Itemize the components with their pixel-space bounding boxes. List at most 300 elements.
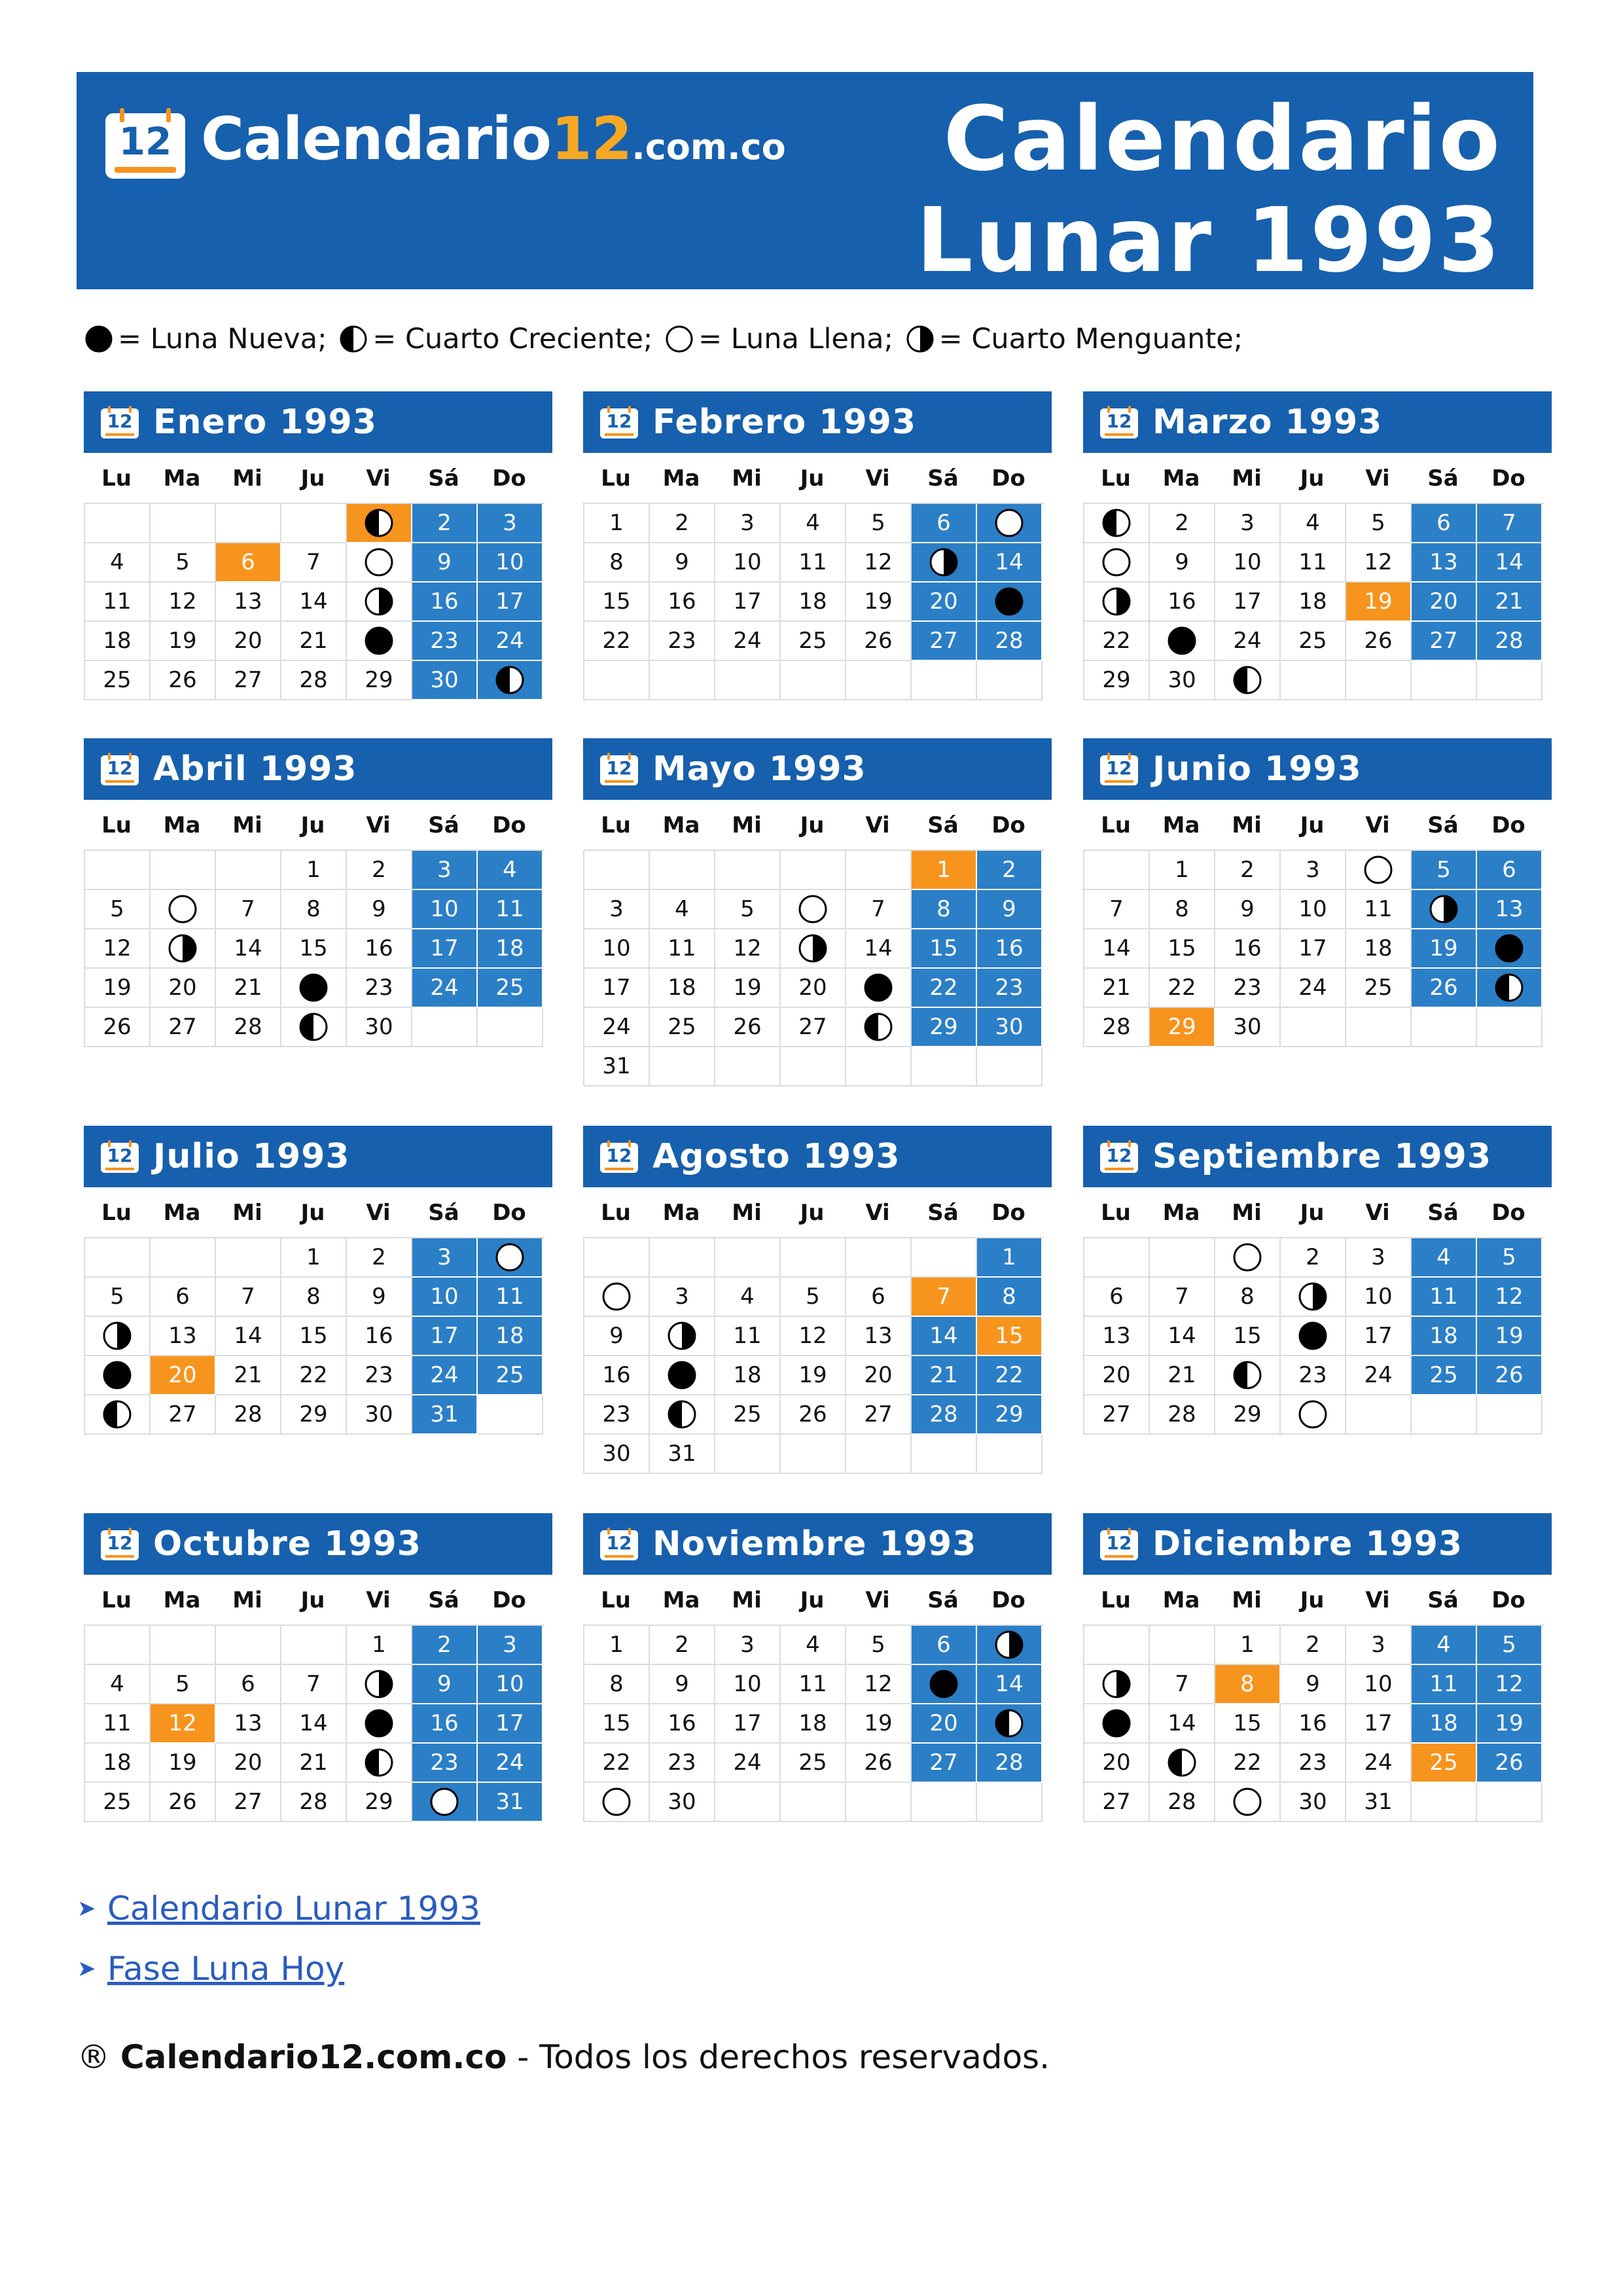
day-cell	[478, 1238, 543, 1278]
weekday-header	[583, 457, 1052, 500]
weekday-label: Do	[991, 1587, 1026, 1613]
day-cell: 7	[281, 543, 347, 583]
day-cell: 25	[781, 622, 846, 661]
day-cell: 30	[347, 1395, 412, 1435]
day-cell	[1477, 929, 1543, 969]
day-cell: 18	[650, 969, 715, 1008]
day-cell: 28	[977, 622, 1043, 661]
day-cell: 25	[715, 1395, 781, 1435]
day-cell: 22	[281, 1356, 347, 1395]
first-quarter-icon	[103, 1400, 132, 1429]
empty-day-cell	[781, 1047, 846, 1086]
page-title-line1: Calendario	[943, 88, 1502, 191]
day-cell: 3	[1346, 1238, 1412, 1278]
weekday-header	[583, 1191, 1052, 1234]
weekday-header	[1083, 457, 1552, 500]
day-cell	[1150, 1744, 1215, 1783]
month-icon-number: 12	[107, 1145, 133, 1166]
weekday-label: Vi	[1365, 1200, 1390, 1226]
day-cell	[85, 1395, 151, 1435]
day-cell: 7	[912, 1278, 977, 1317]
day-cell	[1281, 1395, 1346, 1435]
day-cell: 3	[1281, 851, 1346, 890]
day-cell	[1084, 1665, 1150, 1704]
day-cell: 5	[781, 1278, 846, 1317]
weekday-label: Vi	[865, 1587, 890, 1613]
day-cell: 27	[912, 1744, 977, 1783]
day-cell: 24	[478, 622, 543, 661]
day-cell: 19	[846, 583, 912, 622]
weekday-label: Do	[492, 465, 526, 492]
month-title: Noviembre 1993	[652, 1524, 977, 1564]
day-cell: 5	[85, 890, 151, 929]
empty-day-cell	[846, 851, 912, 890]
empty-day-cell	[1084, 1238, 1150, 1278]
day-cell: 2	[1281, 1626, 1346, 1665]
day-cell: 19	[151, 622, 216, 661]
empty-day-cell	[1346, 661, 1412, 700]
day-cell: 28	[912, 1395, 977, 1435]
day-cell: 25	[478, 1356, 543, 1395]
day-cell: 17	[478, 583, 543, 622]
day-cell: 20	[151, 969, 216, 1008]
day-cell	[781, 929, 846, 969]
weekday-label: Mi	[232, 465, 262, 492]
weekday-label: Ju	[300, 465, 325, 492]
empty-day-cell	[781, 851, 846, 890]
day-cell: 14	[1084, 929, 1150, 969]
month-header	[1083, 1513, 1552, 1575]
day-cell: 5	[151, 543, 216, 583]
day-cell: 13	[216, 583, 281, 622]
weekday-label: Do	[492, 812, 526, 838]
day-cell: 12	[1477, 1665, 1543, 1704]
day-cell: 29	[1084, 661, 1150, 700]
first-quarter-icon	[340, 325, 367, 353]
day-cell: 26	[715, 1008, 781, 1047]
day-cell: 10	[478, 543, 543, 583]
logo-number: 12	[550, 105, 632, 173]
day-cell: 9	[412, 543, 478, 583]
weekday-label: Ju	[300, 812, 325, 838]
day-cell: 9	[347, 1278, 412, 1317]
days-grid	[1083, 1237, 1544, 1435]
day-cell: 20	[1084, 1744, 1150, 1783]
day-cell: 10	[715, 543, 781, 583]
day-cell: 2	[1215, 851, 1281, 890]
day-cell: 7	[281, 1665, 347, 1704]
empty-day-cell	[912, 1435, 977, 1474]
day-cell	[281, 969, 347, 1008]
month-header	[84, 1126, 552, 1187]
day-cell	[478, 661, 543, 700]
weekday-header	[1083, 1579, 1552, 1622]
weekday-label: Vi	[366, 465, 391, 492]
day-cell	[1346, 851, 1412, 890]
weekday-label: Lu	[101, 1587, 132, 1613]
empty-day-cell	[781, 1783, 846, 1822]
empty-day-cell	[781, 661, 846, 700]
day-cell: 31	[478, 1783, 543, 1822]
link-calendario-lunar[interactable]: Calendario Lunar 1993	[107, 1890, 480, 1928]
last-quarter-icon	[1429, 895, 1458, 924]
new-moon-icon	[995, 587, 1024, 616]
day-cell: 28	[1150, 1783, 1215, 1822]
day-cell: 11	[781, 1665, 846, 1704]
day-cell: 25	[1346, 969, 1412, 1008]
day-cell: 3	[584, 890, 650, 929]
day-cell: 4	[1412, 1626, 1477, 1665]
new-moon-icon	[1102, 1709, 1131, 1738]
weekday-label: Ma	[163, 465, 201, 492]
day-cell: 7	[1150, 1665, 1215, 1704]
weekday-label: Do	[1491, 812, 1525, 838]
day-cell: 8	[584, 1665, 650, 1704]
month-header	[583, 1513, 1052, 1575]
day-cell: 21	[1477, 583, 1543, 622]
day-cell	[1084, 583, 1150, 622]
month-calendar	[84, 1513, 552, 1822]
weekday-label: Mi	[232, 812, 262, 838]
first-quarter-icon	[1168, 1748, 1196, 1777]
day-cell: 26	[1477, 1744, 1543, 1783]
full-moon-icon	[1298, 1400, 1327, 1429]
day-cell: 3	[715, 1626, 781, 1665]
day-cell: 22	[584, 1744, 650, 1783]
day-cell: 26	[151, 1783, 216, 1822]
month-calendar	[1083, 738, 1552, 1047]
weekday-label: Mi	[1232, 812, 1262, 838]
full-moon-icon	[1233, 1787, 1262, 1816]
month-title: Febrero 1993	[652, 403, 917, 442]
weekday-label: Mi	[232, 1200, 262, 1226]
day-cell: 12	[151, 583, 216, 622]
day-cell: 12	[151, 1704, 216, 1744]
day-cell: 20	[1084, 1356, 1150, 1395]
empty-day-cell	[1412, 1395, 1477, 1435]
weekday-label: Mi	[732, 1200, 762, 1226]
day-cell: 18	[1281, 583, 1346, 622]
day-cell: 2	[650, 1626, 715, 1665]
month-header	[1083, 1126, 1552, 1187]
new-moon-icon	[1298, 1321, 1327, 1350]
day-cell: 22	[1150, 969, 1215, 1008]
day-cell: 27	[216, 661, 281, 700]
full-moon-icon	[168, 895, 197, 924]
day-cell: 9	[347, 890, 412, 929]
day-cell: 1	[584, 1626, 650, 1665]
day-cell: 19	[846, 1704, 912, 1744]
weekday-label: Ma	[163, 812, 201, 838]
month-calendar	[1083, 1126, 1552, 1435]
weekday-label: Vi	[865, 1200, 890, 1226]
day-cell: 11	[650, 929, 715, 969]
full-moon-icon	[1364, 855, 1393, 884]
weekday-header	[84, 457, 552, 500]
month-calendar	[84, 1126, 552, 1435]
day-cell: 24	[1281, 969, 1346, 1008]
day-cell: 5	[846, 1626, 912, 1665]
weekday-label: Sá	[1427, 1200, 1459, 1226]
empty-day-cell	[715, 1435, 781, 1474]
day-cell	[977, 1704, 1043, 1744]
days-grid	[84, 1237, 544, 1435]
empty-day-cell	[216, 1238, 281, 1278]
day-cell: 21	[1150, 1356, 1215, 1395]
days-grid	[84, 503, 544, 700]
logo-name: Calendario	[201, 105, 551, 173]
day-cell: 17	[584, 969, 650, 1008]
day-cell: 21	[216, 1356, 281, 1395]
calendar-icon	[101, 406, 139, 439]
day-cell	[1477, 969, 1543, 1008]
weekday-label: Lu	[1101, 465, 1131, 492]
first-quarter-icon	[495, 666, 524, 694]
day-cell: 7	[216, 890, 281, 929]
weekday-label: Sá	[428, 1587, 459, 1613]
empty-day-cell	[1084, 1626, 1150, 1665]
month-title: Abril 1993	[153, 749, 357, 789]
day-cell	[1215, 661, 1281, 700]
moon-phase-legend	[81, 319, 1243, 359]
day-cell: 30	[650, 1783, 715, 1822]
empty-day-cell	[151, 851, 216, 890]
page-title-line2: Lunar 1993	[916, 189, 1502, 293]
day-cell: 26	[151, 661, 216, 700]
day-cell	[977, 1626, 1043, 1665]
month-title: Enero 1993	[153, 403, 378, 442]
month-title: Junio 1993	[1152, 749, 1362, 789]
day-cell	[412, 1783, 478, 1822]
day-cell: 12	[781, 1317, 846, 1356]
last-quarter-icon	[168, 934, 197, 963]
weekday-label: Ma	[1162, 1200, 1200, 1226]
day-cell	[281, 1008, 347, 1047]
month-icon-number: 12	[1106, 1532, 1132, 1554]
day-cell: 27	[151, 1008, 216, 1047]
day-cell: 10	[1346, 1665, 1412, 1704]
day-cell: 2	[1150, 504, 1215, 543]
weekday-label: Do	[991, 1200, 1026, 1226]
calendar-icon	[600, 406, 638, 439]
day-cell	[347, 504, 412, 543]
empty-day-cell	[85, 1626, 151, 1665]
day-cell: 11	[85, 583, 151, 622]
day-cell: 24	[412, 969, 478, 1008]
day-cell: 8	[1215, 1665, 1281, 1704]
day-cell: 11	[715, 1317, 781, 1356]
day-cell: 30	[1281, 1783, 1346, 1822]
day-cell: 21	[216, 969, 281, 1008]
month-title: Septiembre 1993	[1152, 1137, 1492, 1176]
day-cell: 1	[912, 851, 977, 890]
full-moon-icon	[995, 509, 1024, 537]
empty-day-cell	[715, 1238, 781, 1278]
month-calendar	[583, 738, 1052, 1086]
days-grid	[84, 1624, 544, 1822]
month-title: Marzo 1993	[1152, 403, 1383, 442]
site-logo[interactable]	[105, 107, 786, 179]
day-cell: 1	[281, 851, 347, 890]
empty-day-cell	[846, 1047, 912, 1086]
weekday-label: Ma	[1162, 1587, 1200, 1613]
day-cell: 26	[846, 1744, 912, 1783]
weekday-label: Ju	[300, 1587, 325, 1613]
day-cell: 2	[347, 851, 412, 890]
day-cell: 23	[650, 1744, 715, 1783]
empty-day-cell	[478, 1395, 543, 1435]
weekday-label: Do	[991, 465, 1026, 492]
day-cell: 16	[412, 1704, 478, 1744]
first-quarter-icon	[1495, 973, 1524, 1002]
day-cell: 26	[781, 1395, 846, 1435]
day-cell: 16	[1215, 929, 1281, 969]
empty-day-cell	[715, 1783, 781, 1822]
month-icon-number: 12	[606, 757, 632, 779]
calendar-icon	[1100, 1528, 1138, 1560]
weekday-label: Ma	[662, 1200, 700, 1226]
day-cell: 30	[1150, 661, 1215, 700]
day-cell: 27	[1084, 1783, 1150, 1822]
day-cell: 9	[584, 1317, 650, 1356]
day-cell	[781, 890, 846, 929]
day-cell	[347, 583, 412, 622]
day-cell: 24	[1346, 1744, 1412, 1783]
day-cell	[650, 1356, 715, 1395]
weekday-header	[1083, 1191, 1552, 1234]
day-cell: 29	[912, 1008, 977, 1047]
day-cell: 4	[715, 1278, 781, 1317]
weekday-label: Ma	[163, 1587, 201, 1613]
footer-symbol: ®	[77, 2038, 110, 2076]
weekday-header	[583, 804, 1052, 847]
empty-day-cell	[912, 1238, 977, 1278]
empty-day-cell	[650, 1238, 715, 1278]
month-icon-number: 12	[1106, 1145, 1132, 1166]
day-cell: 15	[281, 929, 347, 969]
weekday-label: Ju	[1300, 1200, 1325, 1226]
day-cell: 18	[85, 1744, 151, 1783]
month-header	[1083, 391, 1552, 453]
empty-day-cell	[584, 661, 650, 700]
day-cell: 28	[1477, 622, 1543, 661]
month-title: Mayo 1993	[652, 749, 866, 789]
calendar-icon	[101, 1528, 139, 1560]
empty-day-cell	[1477, 1783, 1543, 1822]
weekday-label: Sá	[927, 812, 959, 838]
day-cell: 16	[650, 583, 715, 622]
day-cell: 7	[1477, 504, 1543, 543]
day-cell: 7	[1084, 890, 1150, 929]
month-icon-number: 12	[107, 1532, 133, 1554]
new-moon-icon	[365, 626, 393, 655]
link-fase-luna-hoy[interactable]: Fase Luna Hoy	[107, 1950, 345, 1988]
day-cell: 13	[1477, 890, 1543, 929]
day-cell: 12	[1477, 1278, 1543, 1317]
day-cell: 24	[715, 622, 781, 661]
weekday-label: Lu	[1101, 1200, 1131, 1226]
day-cell: 28	[216, 1395, 281, 1435]
day-cell	[846, 1008, 912, 1047]
day-cell: 1	[347, 1626, 412, 1665]
new-moon-icon	[929, 1670, 958, 1698]
new-moon-icon	[365, 1709, 393, 1738]
weekday-label: Vi	[865, 812, 890, 838]
day-cell: 25	[781, 1744, 846, 1783]
empty-day-cell	[1477, 1008, 1543, 1047]
day-cell: 19	[151, 1744, 216, 1783]
day-cell: 14	[912, 1317, 977, 1356]
month-icon-number: 12	[606, 1145, 632, 1166]
month-title: Diciembre 1993	[1152, 1524, 1463, 1564]
day-cell: 28	[1084, 1008, 1150, 1047]
empty-day-cell	[1346, 1008, 1412, 1047]
empty-day-cell	[715, 851, 781, 890]
empty-day-cell	[1084, 851, 1150, 890]
day-cell	[85, 1317, 151, 1356]
day-cell	[151, 929, 216, 969]
day-cell: 20	[216, 1744, 281, 1783]
day-cell	[977, 583, 1043, 622]
empty-day-cell	[1412, 1783, 1477, 1822]
day-cell: 27	[216, 1783, 281, 1822]
day-cell: 28	[281, 1783, 347, 1822]
day-cell: 6	[151, 1278, 216, 1317]
calendar-icon	[1100, 1140, 1138, 1173]
first-quarter-icon	[1233, 666, 1262, 694]
day-cell: 26	[846, 622, 912, 661]
weekday-label: Mi	[732, 1587, 762, 1613]
weekday-label: Ma	[662, 465, 700, 492]
first-quarter-icon	[1102, 509, 1131, 537]
new-moon-icon	[103, 1361, 132, 1390]
day-cell: 1	[977, 1238, 1043, 1278]
month-header	[84, 738, 552, 800]
day-cell: 1	[1215, 1626, 1281, 1665]
day-cell: 12	[846, 543, 912, 583]
day-cell: 1	[281, 1238, 347, 1278]
day-cell: 14	[846, 929, 912, 969]
weekday-label: Ju	[300, 1200, 325, 1226]
day-cell	[846, 969, 912, 1008]
day-cell: 30	[584, 1435, 650, 1474]
weekday-label: Lu	[101, 1200, 132, 1226]
day-cell	[912, 1665, 977, 1704]
day-cell: 20	[846, 1356, 912, 1395]
weekday-label: Vi	[865, 465, 890, 492]
day-cell: 2	[347, 1238, 412, 1278]
day-cell: 29	[1150, 1008, 1215, 1047]
weekday-label: Sá	[1427, 465, 1459, 492]
legend-label: = Cuarto Menguante;	[938, 323, 1243, 355]
day-cell: 5	[715, 890, 781, 929]
weekday-label: Lu	[1101, 1587, 1131, 1613]
day-cell: 18	[85, 622, 151, 661]
day-cell: 9	[650, 1665, 715, 1704]
day-cell: 16	[584, 1356, 650, 1395]
day-cell: 27	[151, 1395, 216, 1435]
day-cell: 17	[1346, 1317, 1412, 1356]
day-cell: 18	[715, 1356, 781, 1395]
day-cell: 10	[412, 890, 478, 929]
day-cell: 4	[781, 1626, 846, 1665]
day-cell	[347, 622, 412, 661]
weekday-label: Mi	[1232, 1587, 1262, 1613]
last-quarter-icon	[995, 1630, 1024, 1659]
day-cell: 10	[1281, 890, 1346, 929]
day-cell: 8	[912, 890, 977, 929]
day-cell: 12	[846, 1665, 912, 1704]
